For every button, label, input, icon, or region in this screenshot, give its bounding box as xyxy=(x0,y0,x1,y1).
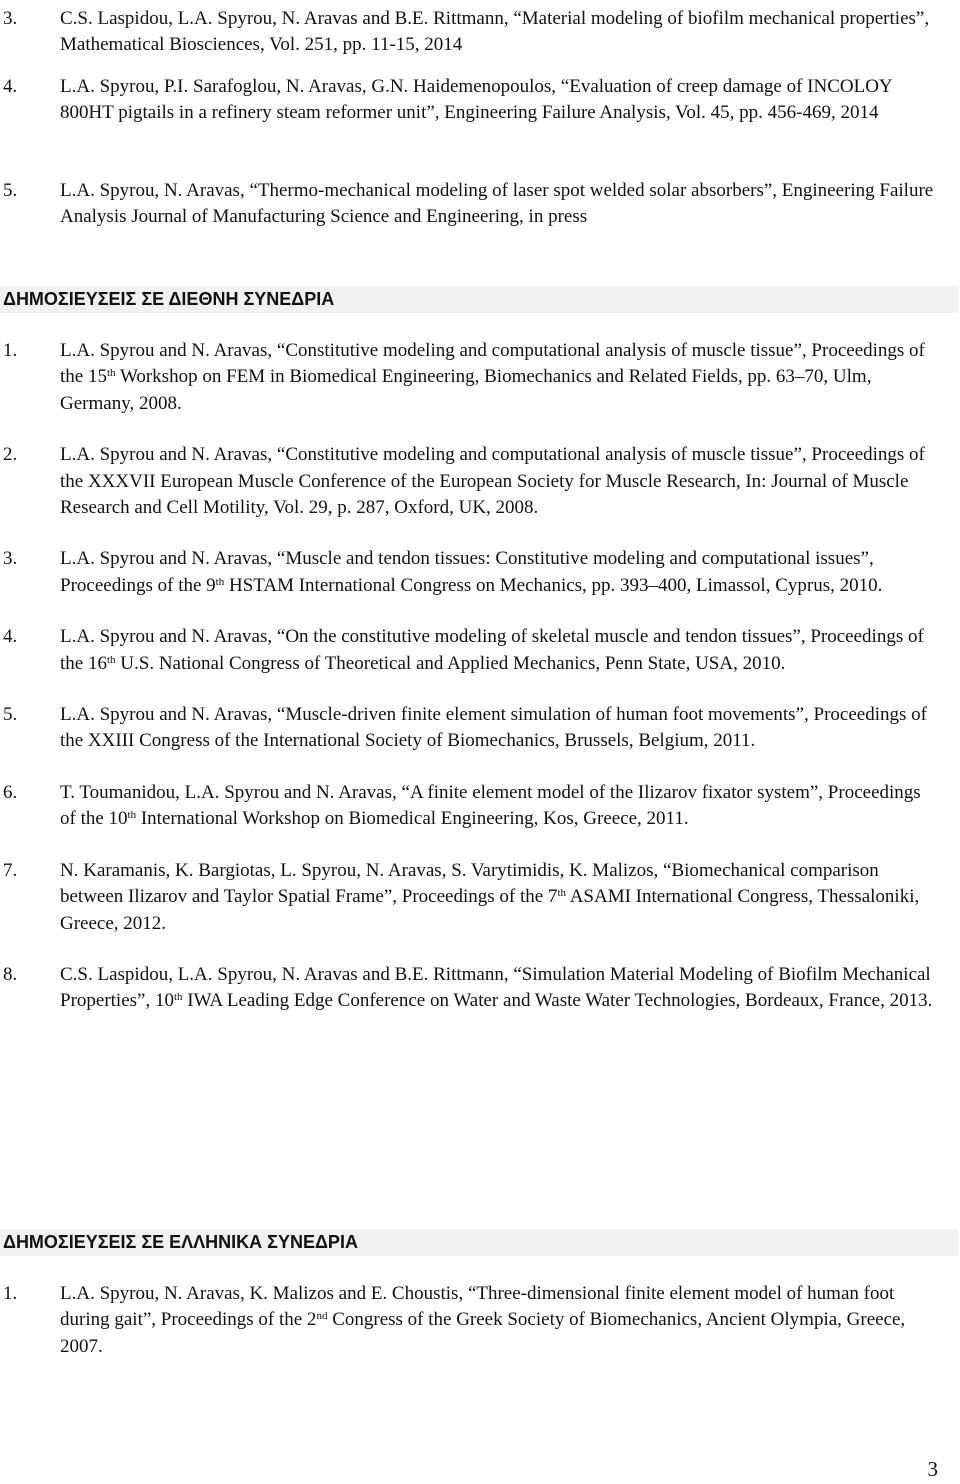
ref-number: 2. xyxy=(3,444,18,466)
ref-text: L.A. Spyrou and N. Aravas, “Muscle-driven finite element simulation of human foot movements”, Proceedings of the XXIII Congress of the International Society of Biomechanics, Brussels, Belgium, 2011. xyxy=(60,704,927,752)
ref-number: 3. xyxy=(3,548,18,570)
greek-conferences-list xyxy=(0,1281,960,1385)
ref-text: L.A. Spyrou, N. Aravas, K. Malizos and E. Choustis, “Three-dimensional finite element model of human foot during gait”, Proceedings of the 2nd Congress of the Greek Society of Biomechanics, Ancient Olympia, Greece, 2007. xyxy=(60,1283,906,1357)
ref-number: 5. xyxy=(3,704,18,726)
conference-ref-4 xyxy=(0,624,960,677)
ref-text: L.A. Spyrou and N. Aravas, “Constitutive modeling and computational analysis of muscle tissue”, Proceedings of the 15th Workshop on FEM in Biomedical Engineering, Biomechanics and Related Fields, pp. 63–70, Ulm, Germany, 2008. xyxy=(60,340,925,414)
ref-number: 6. xyxy=(3,781,18,803)
page-number: 3 xyxy=(927,1457,938,1481)
ref-text: L.A. Spyrou and N. Aravas, “On the constitutive modeling of skeletal muscle and tendon tissues”, Proceedings of the 16th U.S. National Congress of Theoretical and Applied Mechanics, Penn State, USA, 2010. xyxy=(60,626,924,674)
ref-text: C.S. Laspidou, L.A. Spyrou, N. Aravas and B.E. Rittmann, “Simulation Material Modeling of Biofilm Mechanical Properties”, 10th IWA Leading Edge Conference on Water and Waste Water Technologies, Bordeaux, France, 2013. xyxy=(60,963,933,1012)
conference-ref-1 xyxy=(0,338,960,417)
ref-number: 3. xyxy=(3,8,18,29)
ref-text: T. Toumanidou, L.A. Spyrou and N. Aravas, “A finite element model of the Ilizarov fixator system”, Proceedings of the 10th International Workshop on Biomedical Engineering, Kos, Greece, 2011. xyxy=(60,781,921,830)
greek-conference-ref-1 xyxy=(0,1281,960,1360)
journal-ref-3 xyxy=(0,6,960,59)
international-conferences-heading: ΔΗΜΟΣΙΕΥΣΕΙΣ ΣΕ ΔΙΕΘΝΗ ΣΥΝΕΔΡΙΑ xyxy=(0,286,958,313)
conference-ref-6 xyxy=(0,780,960,833)
ref-text: L.A. Spyrou, N. Aravas, “Thermo-mechanical modeling of laser spot welded solar absorbers”, Engineering Failure Analysis Journal of Manufacturing Science and Engineering, in press xyxy=(60,180,934,228)
ref-number: 5. xyxy=(3,180,18,201)
ref-text: C.S. Laspidou, L.A. Spyrou, N. Aravas and B.E. Rittmann, “Material modeling of biofilm mechanical properties”, Mathematical Biosciences, Vol. 251, pp. 11-15, 2014 xyxy=(60,8,930,56)
ref-text: L.A. Spyrou, P.I. Sarafoglou, N. Aravas, G.N. Haidemenopoulos, “Evaluation of creep damage of INCOLOY 800HT pigtails in a refinery steam reformer unit”, Engineering Failure Analysis, Vol. 45, pp. 456-469, 2014 xyxy=(60,76,892,124)
journal-ref-4 xyxy=(0,74,960,127)
ref-text: L.A. Spyrou and N. Aravas, “Muscle and tendon tissues: Constitutive modeling and computational issues”, Proceedings of the 9th HSTAM International Congress on Mechanics, pp. 393–400, Limassol, Cyprus, 2010. xyxy=(60,548,883,596)
ref-text: L.A. Spyrou and N. Aravas, “Constitutive modeling and computational analysis of muscle tissue”, Proceedings of the XXXVII European Muscle Conference of the European Society for Muscle Research, In: Journal of Muscle Research and Cell Motility, Vol. 29, p. 287, Oxford, UK, 2008. xyxy=(60,444,925,519)
ref-text: N. Karamanis, K. Bargiotas, L. Spyrou, N. Aravas, S. Varytimidis, K. Malizos, “Biomechanical comparison between Ilizarov and Taylor Spatial Frame”, Proceedings of the 7th ASAMI International Congress, Thessaloniki, Greece, 2012. xyxy=(60,859,920,934)
conference-ref-3 xyxy=(0,546,960,599)
conference-ref-5 xyxy=(0,702,960,755)
conference-ref-7 xyxy=(0,858,960,937)
ref-number: 4. xyxy=(3,76,18,97)
international-conferences-list xyxy=(0,338,960,1040)
journal-ref-5 xyxy=(0,178,960,231)
ref-number: 7. xyxy=(3,859,18,881)
ref-number: 1. xyxy=(3,1283,18,1304)
ref-number: 8. xyxy=(3,963,18,985)
ref-number: 1. xyxy=(3,340,18,361)
ref-number: 4. xyxy=(3,626,18,648)
greek-conferences-heading: ΔΗΜΟΣΙΕΥΣΕΙΣ ΣΕ ΕΛΛΗΝΙΚΑ ΣΥΝΕΔΡΙΑ xyxy=(0,1229,958,1256)
conference-ref-2 xyxy=(0,442,960,521)
conference-ref-8 xyxy=(0,962,960,1015)
